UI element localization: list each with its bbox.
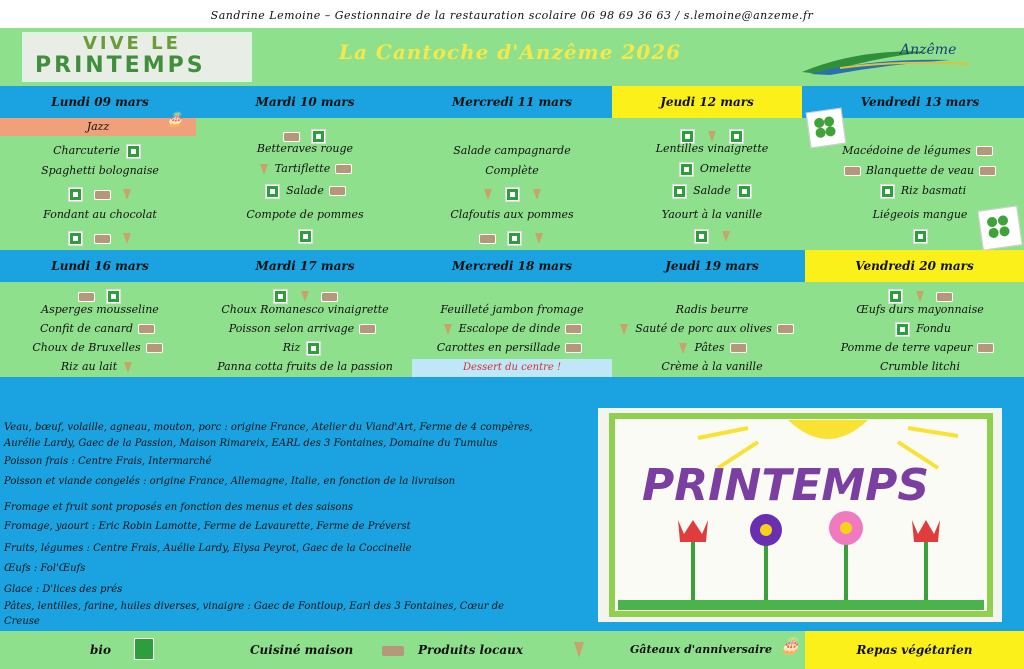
homemade-label-icon [382,646,404,656]
homemade-icon [679,343,687,354]
dish: Liégeois mangue [872,208,968,221]
local-product-icon [976,146,993,156]
dish: Riz au lait [0,360,200,373]
day-header: Vendredi 20 mars [805,250,1024,282]
bio-icon [680,163,693,176]
dish: Complète [485,164,539,177]
day-header: Vendredi 13 mars [860,95,980,109]
clover-icon [977,205,1022,250]
dish: Feuilleté jambon fromage [440,303,584,316]
day-header: Lundi 09 mars [51,95,149,109]
local-product-icon [730,343,747,353]
local-product-icon [565,324,582,334]
dish: Poisson selon arrivage [205,322,405,335]
day-header: Lundi 16 mars [51,259,149,273]
dish: Riz basmati [820,184,1020,198]
legend-produits-locaux: Produits locaux [418,643,524,657]
homemade-icon [533,189,541,200]
page-title: La Cantoche d'Anzême 2026 [338,40,682,64]
homemade-icon [916,291,924,302]
homemade-icon [123,189,131,200]
homemade-icon [620,324,628,335]
dish: Omelette [612,162,812,176]
dish: Charcuterie [0,144,200,158]
origin-line: Œufs : Fol'Œufs [4,563,86,574]
dish: Compote de pommes [246,208,364,221]
homemade-icon [722,231,730,242]
legend-cuisine-maison: Cuisiné maison [250,643,354,657]
origin-line: Glace : D'lices des prés [4,584,123,595]
day-header: Mercredi 11 mars [451,95,573,109]
dish: Macédoine de légumes [820,144,1020,157]
dish: Asperges mousseline [41,303,159,316]
bio-icon [307,342,320,355]
local-product-icon [844,166,861,176]
dish: Clafoutis aux pommes [450,208,574,221]
dish: Carottes en persillade [412,341,612,354]
logo-text: Anzême [900,42,957,58]
legend-bio: bio [90,643,111,657]
day-header: Jeudi 19 mars [665,259,759,273]
dish: Blanquette de veau [820,164,1020,177]
dish-labels [0,286,200,300]
dish-labels [205,226,405,240]
week2-day-row [0,250,1024,282]
dish-labels [205,126,405,140]
day-header: Mardi 17 mars [255,259,355,273]
dish: Salade [612,184,812,198]
local-product-icon [94,234,111,244]
origin-line: Poisson frais : Centre Frais, Intermarché [4,456,212,467]
bio-label-icon [134,638,154,660]
bio-icon [127,145,140,158]
homemade-icon [124,362,132,373]
dish-labels [412,184,612,198]
bio-icon [738,185,751,198]
origin-line: Aurélie Lardy, Gaec de la Passion, Maison Rimareix, EARL des 3 Fontaines, Domaine du Tumulus [4,438,498,449]
dish-labels [412,228,612,242]
origin-line: Fromage et fruit sont proposés en fonction des menus et des saisons [4,502,354,513]
dessert-du-centre-note: Dessert du centre ! [412,359,612,377]
homemade-icon [260,164,268,175]
dish-labels [0,228,200,242]
dish: Tartiflette [205,162,405,175]
contact-line: Sandrine Lemoine – Gestionnaire de la restauration scolaire 06 98 69 36 63 / s.lemoine@anzeme.fr [210,9,814,22]
dish: Pomme de terre vapeur [820,341,1020,354]
bio-icon [274,290,287,303]
homemade-icon [123,233,131,244]
banner-line1: VIVE LE [83,33,181,54]
dish: Riz [205,341,405,355]
local-product-icon [138,324,155,334]
dish: Pâtes [612,341,812,354]
local-product-icon [78,292,95,302]
dish-labels [205,286,405,300]
local-label-icon [574,642,584,658]
bio-icon [896,323,909,336]
dish: Crumble litchi [880,360,960,373]
printemps-drawing [598,408,1002,622]
vive-le-printemps-banner [22,32,252,82]
legend-repas-vegetarien: Repas végétarien [805,631,1024,669]
day-header: Jeudi 12 mars [612,86,802,118]
origin-line: Pâtes, lentilles, farine, huiles diverses, vinaigre : Gaec de Fontloup, Earl des 3 Fontaines, Cœur de [4,601,505,612]
bio-icon [889,290,902,303]
bio-icon [508,232,521,245]
local-product-icon [565,343,582,353]
local-product-icon [977,343,994,353]
bio-icon [881,185,894,198]
bio-icon [266,185,279,198]
day-header: Mardi 10 mars [255,95,355,109]
legend-gateaux: Gâteaux d'anniversaire [630,643,772,656]
dish-labels [820,286,1020,300]
week1-menu [0,118,1024,250]
local-product-icon [479,234,496,244]
local-product-icon [359,324,376,334]
local-product-icon [777,324,794,334]
dish: Sauté de porc aux olives [600,322,812,335]
homemade-icon [535,233,543,244]
local-product-icon [979,166,996,176]
bio-icon [69,188,82,201]
origin-line: Veau, bœuf, volaille, agneau, mouton, porc : origine France, Atelier du Viand'Art, Ferme de 4 compères, [4,422,533,433]
bio-icon [299,230,312,243]
origin-line: Creuse [4,616,40,627]
origin-line: Fruits, légumes : Centre Frais, Auélie Lardy, Elysa Peyrot, Gaec de la Coccinelle [4,543,412,554]
dish-labels [612,126,812,140]
dish: Salade [205,184,405,198]
bio-icon [695,230,708,243]
local-product-icon [321,292,338,302]
bio-icon [107,290,120,303]
local-product-icon [94,190,111,200]
dish: Yaourt à la vanille [661,208,763,221]
dish: Radis beurre [675,303,749,316]
dish: Choux Romanesco vinaigrette [221,303,389,316]
homemade-icon [484,189,492,200]
jazz-theme-label: Jazz [0,118,196,136]
local-product-icon [329,186,346,196]
day-header: Mercredi 18 mars [451,259,573,273]
dish: Crème à la vanille [661,360,763,373]
bio-icon [673,185,686,198]
origin-line: Poisson et viande congelés : origine France, Allemagne, Italie, en fonction de la livraison [4,476,456,487]
week1-day-row [0,86,1024,118]
local-product-icon [146,343,163,353]
dish: Fondu [820,322,1020,336]
dish-labels [612,226,812,240]
origin-line: Fromage, yaourt : Eric Robin Lamotte, Ferme de Lavaurette, Ferme de Préverst [4,521,411,532]
bio-icon [69,232,82,245]
dish: Betteraves rouge [256,142,354,155]
local-product-icon [335,164,352,174]
dish: Escalope de dinde [412,322,612,335]
homemade-icon [301,291,309,302]
dish: Salade campagnarde [453,144,571,157]
local-product-icon [936,292,953,302]
dish: Choux de Bruxelles [0,341,200,354]
printemps-drawing-text: PRINTEMPS [642,460,930,511]
local-product-icon [283,132,300,142]
bio-icon [914,230,927,243]
bio-icon [506,188,519,201]
dish: Œufs durs mayonnaise [856,303,984,316]
dish: Confit de canard [0,322,200,335]
clover-icon [806,108,847,149]
anzeme-logo [800,38,980,76]
dish: Panna cotta fruits de la passion [217,360,393,373]
homemade-icon [444,324,452,335]
birthday-cake-icon: 🎂 [780,636,800,655]
dish: Lentilles vinaigrette [655,142,769,155]
homemade-icon [708,131,716,142]
banner-line2: PRINTEMPS [35,53,206,78]
dish-labels [0,184,200,198]
dish: Spaghetti bolognaise [41,164,159,177]
birthday-cake-icon: 🎂 [166,112,184,128]
dish: Fondant au chocolat [43,208,157,221]
